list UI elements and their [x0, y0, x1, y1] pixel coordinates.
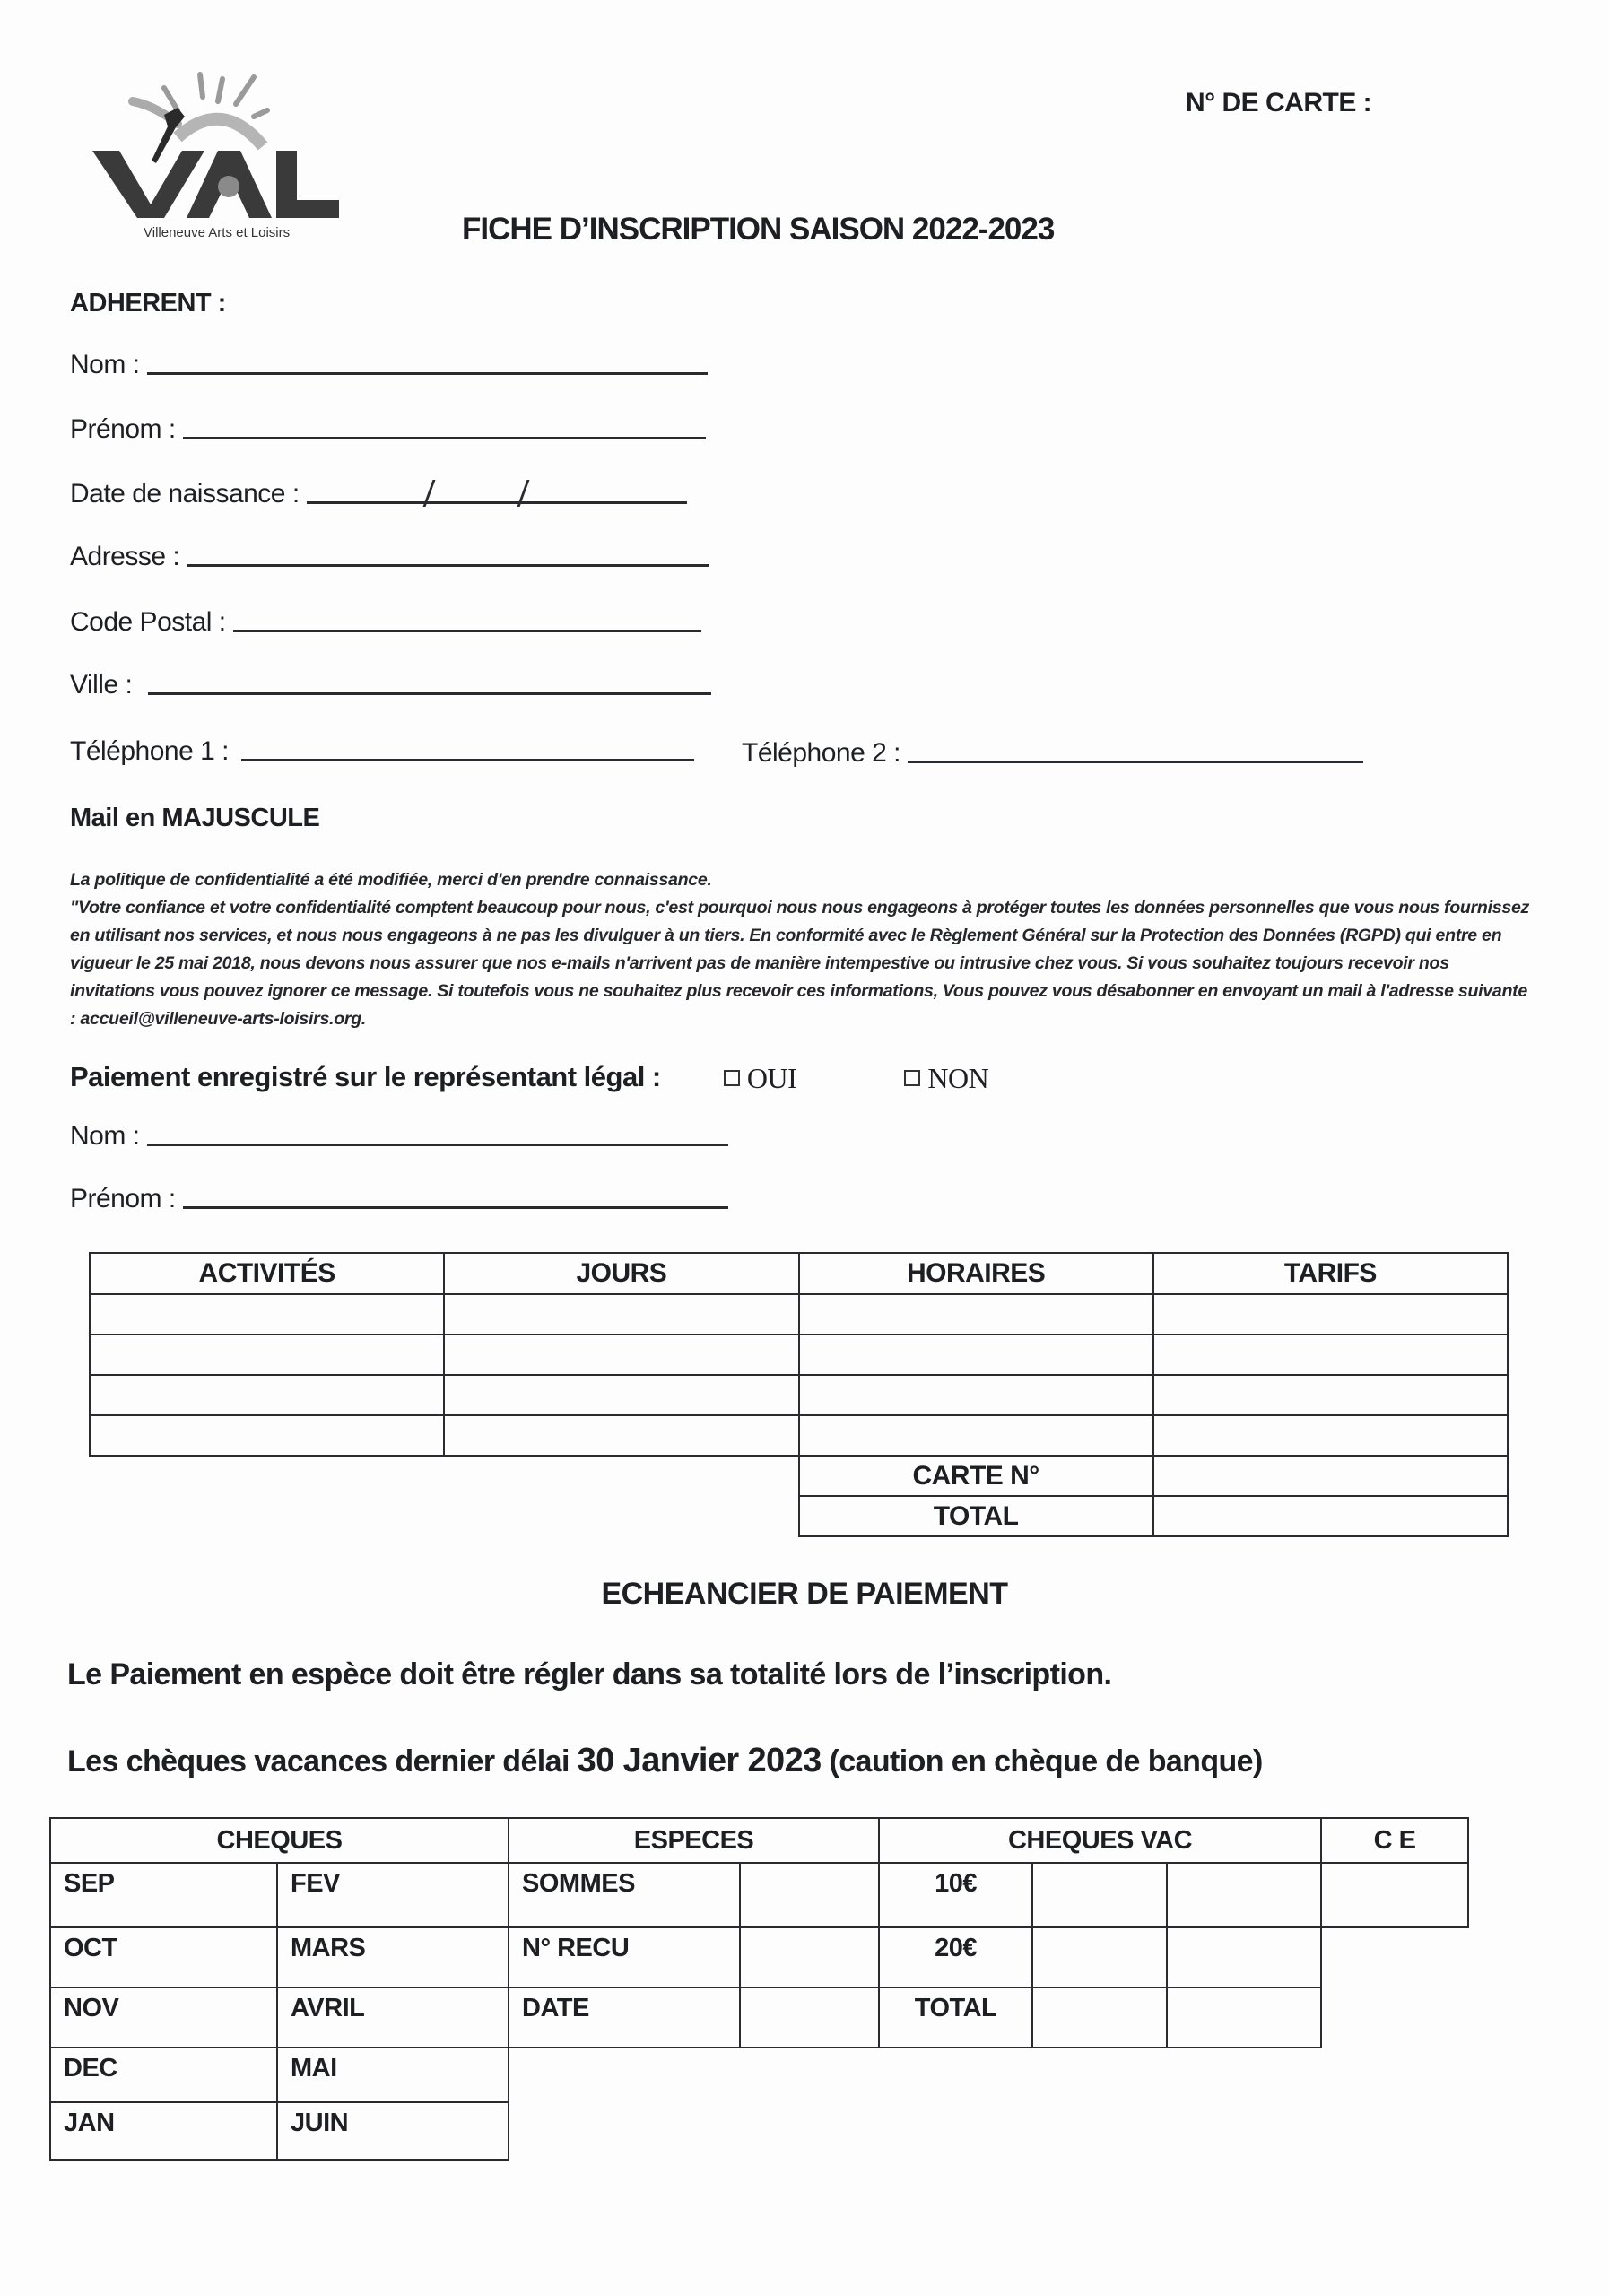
prenom-label: Prénom : — [70, 414, 176, 444]
representant-prenom-label: Prénom : — [70, 1184, 176, 1213]
card-number-label: N° DE CARTE : — [1186, 88, 1372, 117]
adresse-label: Adresse : — [70, 542, 180, 571]
especes-value-cell[interactable] — [740, 1927, 879, 1987]
cheques-vac-label: TOTAL — [879, 1987, 1032, 2048]
privacy-notice — [70, 866, 1532, 1033]
nom-input-line[interactable] — [147, 372, 708, 375]
table-row — [90, 1375, 1508, 1415]
cheques-vac-value-cell[interactable] — [1167, 1863, 1321, 1927]
header-tarifs: TARIFS — [1153, 1253, 1508, 1294]
activite-cell[interactable] — [90, 1294, 444, 1335]
telephone1-label: Téléphone 1 : — [70, 736, 229, 766]
table-row — [90, 1294, 1508, 1335]
vac-note-suffix: (caution en chèque de banque) — [821, 1744, 1263, 1779]
horaires-cell[interactable] — [799, 1335, 1153, 1375]
code-postal-field[interactable] — [70, 607, 701, 638]
carte-value-cell[interactable] — [1153, 1456, 1508, 1496]
header-ce: C E — [1321, 1818, 1468, 1863]
representant-prenom-field[interactable] — [70, 1184, 728, 1214]
jours-cell[interactable] — [444, 1335, 798, 1375]
vac-note — [67, 1742, 1263, 1780]
representant-question-row — [70, 1061, 988, 1095]
month-cell[interactable]: FEV — [277, 1863, 509, 1927]
header-horaires: HORAIRES — [799, 1253, 1153, 1294]
table-row — [50, 2048, 1468, 2102]
jours-cell[interactable] — [444, 1294, 798, 1335]
month-cell[interactable]: MARS — [277, 1927, 509, 1987]
adresse-field[interactable] — [70, 542, 709, 572]
tarifs-cell[interactable] — [1153, 1415, 1508, 1456]
carte-row — [90, 1456, 1508, 1496]
representant-prenom-input-line[interactable] — [183, 1206, 728, 1209]
telephone1-input-line[interactable] — [241, 759, 694, 761]
representant-question: Paiement enregistré sur le représentant légal : — [70, 1061, 661, 1092]
header-jours: JOURS — [444, 1253, 798, 1294]
svg-text:Villeneuve Arts et Loisirs: Villeneuve Arts et Loisirs — [144, 225, 291, 240]
telephone1-field[interactable] — [70, 736, 694, 767]
jours-cell[interactable] — [444, 1375, 798, 1415]
privacy-intro: La politique de confidentialité a été modifiée, merci d'en prendre connaissance. — [70, 870, 712, 890]
payment-schedule-table — [49, 1817, 1469, 2161]
schedule-header-row — [50, 1818, 1468, 1863]
table-row — [50, 1863, 1468, 1927]
prenom-input-line[interactable] — [183, 437, 706, 439]
month-cell[interactable]: AVRIL — [277, 1987, 509, 2048]
date-separator-2 — [517, 480, 529, 507]
telephone2-field[interactable] — [742, 738, 1363, 769]
table-row — [50, 1927, 1468, 1987]
ville-label: Ville : — [70, 670, 133, 700]
especes-label: SOMMES — [509, 1863, 740, 1927]
cheques-vac-label: 10€ — [879, 1863, 1032, 1927]
month-cell[interactable]: MAI — [277, 2048, 509, 2102]
table-row — [90, 1335, 1508, 1375]
table-row — [50, 2102, 1468, 2160]
val-logo — [79, 61, 348, 240]
checkbox-square-icon[interactable] — [724, 1070, 740, 1086]
especes-label: DATE — [509, 1987, 740, 2048]
tarifs-cell[interactable] — [1153, 1294, 1508, 1335]
cash-note: Le Paiement en espèce doit être régler dans sa totalité lors de l’inscription. — [67, 1657, 1112, 1692]
activite-cell[interactable] — [90, 1335, 444, 1375]
cheques-vac-value-cell[interactable] — [1032, 1863, 1167, 1927]
date-naissance-field[interactable] — [70, 479, 687, 509]
non-checkbox[interactable] — [904, 1062, 988, 1095]
tarifs-cell[interactable] — [1153, 1335, 1508, 1375]
month-cell[interactable]: DEC — [50, 2048, 277, 2102]
ville-field[interactable] — [70, 670, 711, 700]
non-label: NON — [927, 1061, 989, 1094]
header-cheques: CHEQUES — [50, 1818, 509, 1863]
representant-nom-label: Nom : — [70, 1121, 140, 1151]
horaires-cell[interactable] — [799, 1375, 1153, 1415]
checkbox-square-icon[interactable] — [904, 1070, 920, 1086]
nom-label: Nom : — [70, 350, 140, 379]
month-cell[interactable]: JUIN — [277, 2102, 509, 2160]
total-label: TOTAL — [799, 1496, 1153, 1536]
echeancier-title: ECHEANCIER DE PAIEMENT — [601, 1577, 1008, 1611]
activities-table — [89, 1252, 1509, 1537]
header-especes: ESPECES — [509, 1818, 879, 1863]
ce-value-cell[interactable] — [1321, 1863, 1468, 1927]
jours-cell[interactable] — [444, 1415, 798, 1456]
especes-value-cell[interactable] — [740, 1987, 879, 2048]
cheques-vac-value-cell[interactable] — [1167, 1927, 1321, 1987]
horaires-cell[interactable] — [799, 1294, 1153, 1335]
month-cell[interactable]: SEP — [50, 1863, 277, 1927]
date-naissance-input-line[interactable] — [307, 501, 687, 504]
month-cell[interactable]: NOV — [50, 1987, 277, 2048]
oui-checkbox[interactable] — [724, 1062, 796, 1095]
vac-note-prefix: Les chèques vacances dernier délai — [67, 1744, 578, 1779]
telephone2-label: Téléphone 2 : — [742, 738, 900, 768]
cheques-vac-value-cell[interactable] — [1167, 1987, 1321, 2048]
activite-cell[interactable] — [90, 1415, 444, 1456]
cheques-vac-value-cell[interactable] — [1032, 1987, 1167, 2048]
horaires-cell[interactable] — [799, 1415, 1153, 1456]
cheques-vac-value-cell[interactable] — [1032, 1927, 1167, 1987]
month-cell[interactable]: JAN — [50, 2102, 277, 2160]
especes-value-cell[interactable] — [740, 1863, 879, 1927]
total-row — [90, 1496, 1508, 1536]
header-activites: ACTIVITÉS — [90, 1253, 444, 1294]
code-postal-input-line[interactable] — [233, 630, 701, 632]
mail-label: Mail en MAJUSCULE — [70, 804, 320, 832]
adherent-section-label: ADHERENT : — [70, 289, 226, 317]
carte-label: CARTE N° — [799, 1456, 1153, 1496]
representant-nom-input-line[interactable] — [147, 1144, 728, 1146]
privacy-body: "Votre confiance et votre confidentialité comptent beaucoup pour nous, c'est pourquoi nous nous engageons à protéger toutes les données personnelles que vous nous fournissez en utilisant nos services, et nous nous engageons à ne pas les divulguer à un tiers. En conformité avec le Règlement Général sur la Protection des Données (RGPD) qui entre en vigueur le 25 mai 2018, nous devons nous assurer que nos e-mails n'arrivent pas de manière intempestive ou intrusive chez vous. Si vous souhaitez toujours recevoir nos invitations vous pouvez ignorer ce message. Si toutefois vous ne souhaitez plus recevoir ces informations, Vous pouvez vous désabonner en envoyant un mail à l'adresse suivante : accueil@villeneuve-arts-loisirs.org. — [70, 898, 1530, 1029]
val-logo-icon — [79, 61, 348, 240]
especes-label: N° RECU — [509, 1927, 740, 1987]
oui-label: OUI — [746, 1061, 797, 1094]
cheques-vac-label: 20€ — [879, 1927, 1032, 1987]
total-value-cell[interactable] — [1153, 1496, 1508, 1536]
code-postal-label: Code Postal : — [70, 607, 226, 637]
table-row — [50, 1987, 1468, 2048]
header-cheques-vac: CHEQUES VAC — [879, 1818, 1321, 1863]
ville-input-line[interactable] — [148, 692, 711, 695]
nom-field[interactable] — [70, 350, 708, 380]
vac-note-date: 30 Janvier 2023 — [577, 1742, 822, 1779]
telephone2-input-line[interactable] — [908, 761, 1363, 763]
date-separator-1 — [422, 480, 435, 507]
activite-cell[interactable] — [90, 1375, 444, 1415]
adresse-input-line[interactable] — [187, 564, 709, 567]
table-header-row — [90, 1253, 1508, 1294]
month-cell[interactable]: OCT — [50, 1927, 277, 1987]
tarifs-cell[interactable] — [1153, 1375, 1508, 1415]
date-naissance-label: Date de naissance : — [70, 479, 300, 509]
prenom-field[interactable] — [70, 414, 706, 445]
representant-nom-field[interactable] — [70, 1121, 728, 1152]
page-title: FICHE D’INSCRIPTION SAISON 2022-2023 — [462, 212, 1055, 247]
table-row — [90, 1415, 1508, 1456]
